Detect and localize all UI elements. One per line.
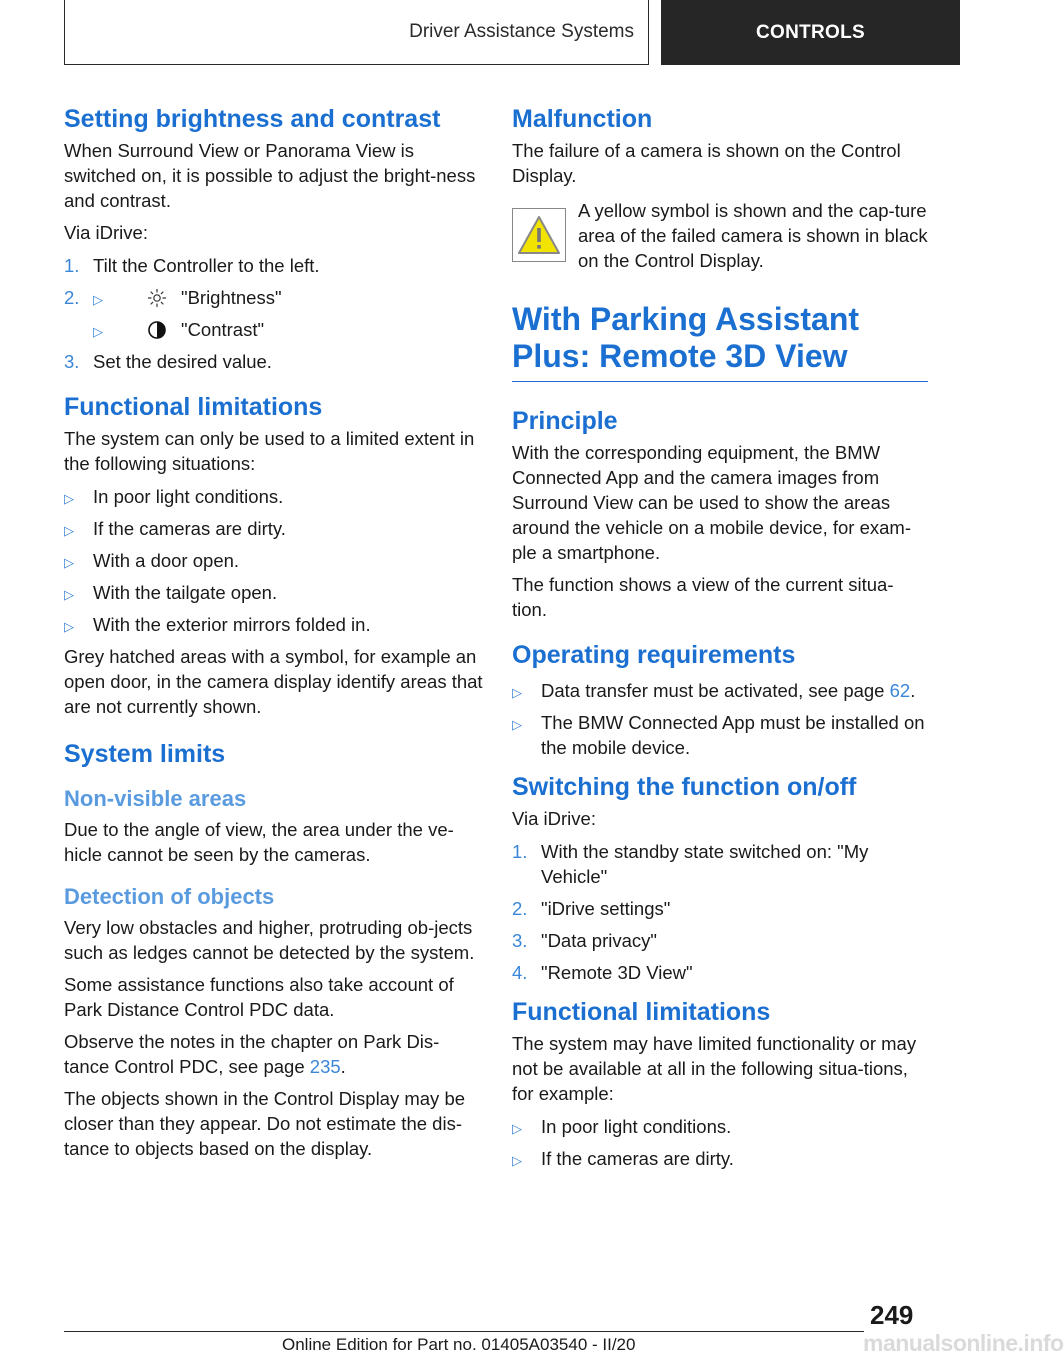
step-text: Set the desired value.: [93, 351, 272, 372]
brightness-via: Via iDrive:: [64, 222, 148, 243]
func-limits-intro: The system can only be used to a limited extent in the following situations:: [64, 428, 475, 474]
list-item: ▷ The BMW Connected App must be installed on the mobile device.: [512, 712, 925, 758]
heading-non-visible-areas: Non-visible areas: [64, 786, 247, 811]
func-limits-note: Grey hatched areas with a symbol, for example an open door, in the camera display identify areas that are not currently shown.: [64, 646, 483, 717]
step-number: 2.: [512, 898, 528, 919]
step-number: 4.: [512, 962, 528, 983]
triangle-right-icon: ▷: [64, 491, 74, 506]
func-limits-list: [64, 484, 484, 637]
list-item: ▷ If the cameras are dirty.: [512, 1146, 928, 1171]
triangle-right-icon: ▷: [64, 619, 74, 634]
heading-system-limits: System limits: [64, 740, 226, 768]
list-item: [64, 253, 484, 278]
triangle-right-icon: ▷: [64, 555, 74, 570]
list-item: [64, 349, 484, 374]
right-column: [512, 100, 928, 1178]
switching-steps: [512, 839, 928, 985]
non-visible-text: Due to the angle of view, the area under the ve‐hicle cannot be seen by the cameras.: [64, 819, 454, 865]
warning-block: [512, 198, 928, 273]
step-number: 1.: [64, 255, 80, 276]
heading-detection: Detection of objects: [64, 884, 275, 909]
triangle-right-icon: ▷: [512, 685, 522, 700]
heading-remote-3d-view: With Parking Assistant Plus: Remote 3D View: [512, 301, 928, 382]
switching-via: Via iDrive:: [512, 808, 596, 829]
heading-functional-limitations: Functional limitations: [64, 393, 323, 421]
brightness-intro: When Surround View or Panorama View is switched on, it is possible to adjust the bright‐ness and contrast.: [64, 140, 476, 211]
sublist-item: [93, 317, 484, 342]
brightness-steps: [64, 253, 484, 374]
detection-p2: Some assistance functions also take account of Park Distance Control PDC data.: [64, 974, 454, 1020]
triangle-right-icon: ▷: [93, 324, 103, 339]
step-number: 3.: [64, 351, 80, 372]
heading-malfunction: Malfunction: [512, 105, 653, 133]
sublist-item: [93, 285, 484, 310]
step-number: 2.: [64, 287, 80, 308]
warning-triangle-icon: [512, 208, 566, 262]
sublist-text: "Brightness": [181, 287, 282, 308]
warning-text: A yellow symbol is shown and the cap‐ture area of the failed camera is shown in black on the Control Display.: [578, 200, 928, 271]
triangle-right-icon: ▷: [64, 587, 74, 602]
step-number: 3.: [512, 930, 528, 951]
detection-p4: The objects shown in the Control Display may be closer than they appear. Do not estimate the dis‐tance to objects based on the display.: [64, 1088, 466, 1159]
header-chapter-title: CONTROLS: [755, 21, 865, 43]
triangle-right-icon: ▷: [512, 717, 522, 732]
sun-icon: [147, 288, 167, 308]
header-chapter-tab: [661, 0, 960, 65]
principle-p1: With the corresponding equipment, the BMW Connected App and the camera images from Surround View can be used to show the areas around the vehicle on a mobile device, for exam‐ple a smartphone.: [512, 442, 911, 563]
page-number: 249: [870, 1300, 914, 1330]
list-item: ▷ With the exterior mirrors folded in.: [64, 612, 484, 637]
contrast-icon: [147, 320, 167, 340]
heading-functional-limitations-2: Functional limitations: [512, 998, 771, 1026]
step-number: 1.: [512, 841, 528, 862]
list-item: ▷ With a door open.: [64, 548, 484, 573]
brightness-sublist: [93, 285, 484, 342]
detection-p1: Very low obstacles and higher, protruding ob‐jects such as ledges cannot be detected by the system.: [64, 917, 475, 963]
sublist-text: "Contrast": [181, 319, 265, 340]
page-link-62[interactable]: 62: [889, 680, 911, 701]
heading-brightness: Setting brightness and contrast: [64, 105, 441, 133]
heading-principle: Principle: [512, 407, 618, 435]
list-item: 2. "iDrive settings": [512, 898, 671, 919]
list-item: ▷ With the tailgate open.: [64, 580, 484, 605]
triangle-right-icon: ▷: [93, 292, 103, 307]
heading-operating-requirements: Operating requirements: [512, 641, 796, 669]
requirements-list: [512, 678, 928, 760]
page-link-235[interactable]: 235: [309, 1056, 341, 1077]
detection-p3: Observe the notes in the chapter on Park Dis‐tance Control PDC, see page 235.: [64, 1031, 440, 1077]
footer-watermark: manualsonline.info: [863, 1330, 1064, 1356]
list-item: ▷ In poor light conditions.: [64, 484, 484, 509]
triangle-right-icon: ▷: [512, 1121, 522, 1136]
list-item: [64, 285, 484, 342]
list-item: 4. "Remote 3D View": [512, 962, 693, 983]
left-column: [64, 100, 484, 1161]
footer-divider: [64, 1331, 864, 1332]
list-item: ▷ If the cameras are dirty.: [64, 516, 484, 541]
footer-edition: Online Edition for Part no. 01405A03540 - II/20: [282, 1335, 636, 1354]
malfunction-text: The failure of a camera is shown on the Control Display.: [512, 140, 901, 186]
principle-p2: The function shows a view of the current situa‐tion.: [512, 574, 894, 620]
triangle-right-icon: ▷: [512, 1153, 522, 1168]
list-item: 1. With the standby state switched on: "My Vehicle": [512, 841, 869, 887]
func-limits-2-intro: The system may have limited functionality or may not be available at all in the following situa‐tions, for example:: [512, 1033, 917, 1104]
func-limits-2-list: [512, 1114, 928, 1171]
header-section-title: Driver Assistance Systems: [409, 21, 634, 42]
header-section-tab: [64, 0, 649, 65]
list-item: 3. "Data privacy": [512, 930, 657, 951]
list-item: ▷ In poor light conditions.: [512, 1114, 928, 1139]
heading-switching: Switching the function on/off: [512, 773, 857, 801]
triangle-right-icon: ▷: [64, 523, 74, 538]
step-text: Tilt the Controller to the left.: [93, 255, 320, 276]
list-item: ▷ Data transfer must be activated, see page 62.: [512, 678, 928, 703]
